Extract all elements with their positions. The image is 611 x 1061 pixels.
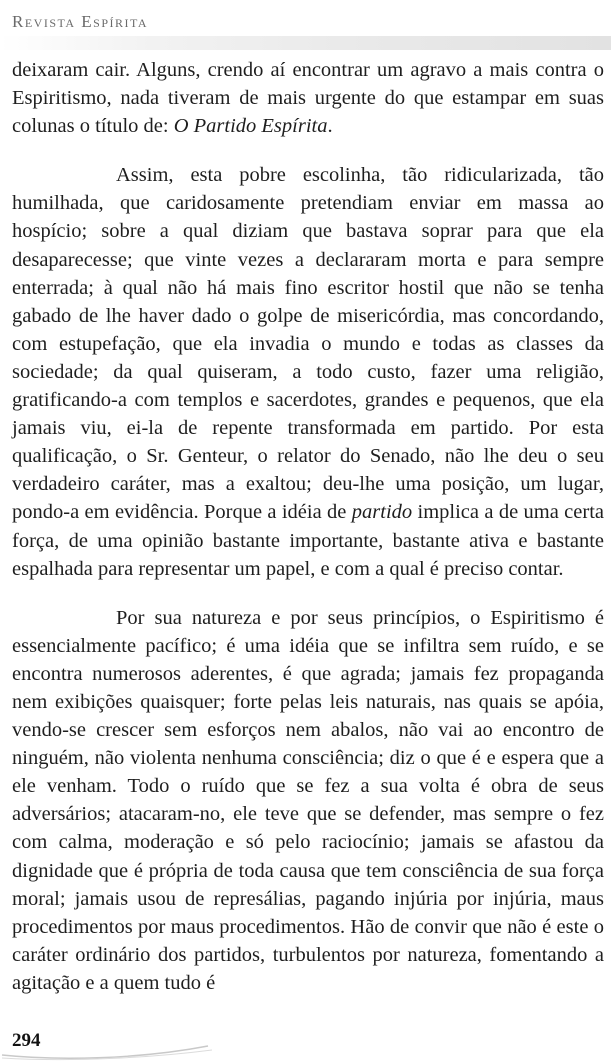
body-text xyxy=(12,56,604,997)
paragraph-2-text: Assim, esta pobre escolinha, tão ridicularizada, tão humilhada, que caridosamente pretendiam enviar em massa ao hospício; sobre a qual diziam que bastava soprar para que ela desaparecesse; que vinte vezes a declararam morta e para sempre enterrada; à qual não há mais fino escritor hostil que não se tenha gabado de lhe haver dado o golpe de misericórdia, mas concordando, com estupefação, que ela invadia o mundo e todas as classes da sociedade; da qual quiseram, a todo custo, fazer uma religião, gratificando-a com templos e sacerdotes, grandes e pequenos, que ela jamais viu, ei-la de repente transformada em partido. Por esta qualificação, o Sr. Genteur, o relator do Senado, não lhe deu o seu verdadeiro caráter, mas a exaltou; deu-lhe uma posição, um lugar, pondo-a em evidência. Porque a idéia de xyxy=(12,164,604,524)
page-number: 294 xyxy=(12,1030,41,1051)
running-head-title: Revista Espírita xyxy=(12,12,149,31)
paragraph-1-end: . xyxy=(327,115,333,138)
paragraph-2-end: implica a de uma certa força, de uma opinião bastante importante, bastante ativa e bastante espalhada para representar um papel, e com a qual é preciso contar. xyxy=(12,501,605,580)
paragraph-1-italic: O Partido Espírita xyxy=(173,115,328,138)
paragraph-2-italic: partido xyxy=(351,501,413,524)
paragraph-2 xyxy=(12,161,604,582)
paragraph-3 xyxy=(12,604,604,997)
header-shade-band xyxy=(0,36,611,50)
paragraph-1-text: deixaram cair. Alguns, crendo aí encontrar um agravo a mais contra o Espiritismo, nada tiveram de mais urgente do que estampar em suas colunas o título de: xyxy=(12,59,604,138)
paragraph-1 xyxy=(12,56,604,140)
paragraph-3-text: Por sua natureza e por seus princípios, o Espiritismo é essencialmente pacífico; é uma idéia que se infiltra sem ruído, e se encontra numerosos aderentes, é que agrada; jamais fez propaganda nem exibições quaisquer; forte pelas leis naturais, nas quais se apóia, vendo-se crescer sem esforços nem abalos, não vai ao encontro de ninguém, não violenta nenhuma consciência; diz o que é e espera que a ele venham. Todo o ruído que se fez a sua volta é obra de seus adversários; atacaram-no, ele teve que se defender, mas sempre o fez com calma, moderação e só pelo raciocínio; jamais se afastou da dignidade que é própria de toda causa que tem consciência de sua força moral; jamais usou de represálias, pagando injúria por injúria, maus procedimentos por maus procedimentos. Hão de convir que não é este o caráter ordinário dos partidos, turbulentos por natureza, fomentando a agitação e a quem tudo é xyxy=(12,606,604,994)
